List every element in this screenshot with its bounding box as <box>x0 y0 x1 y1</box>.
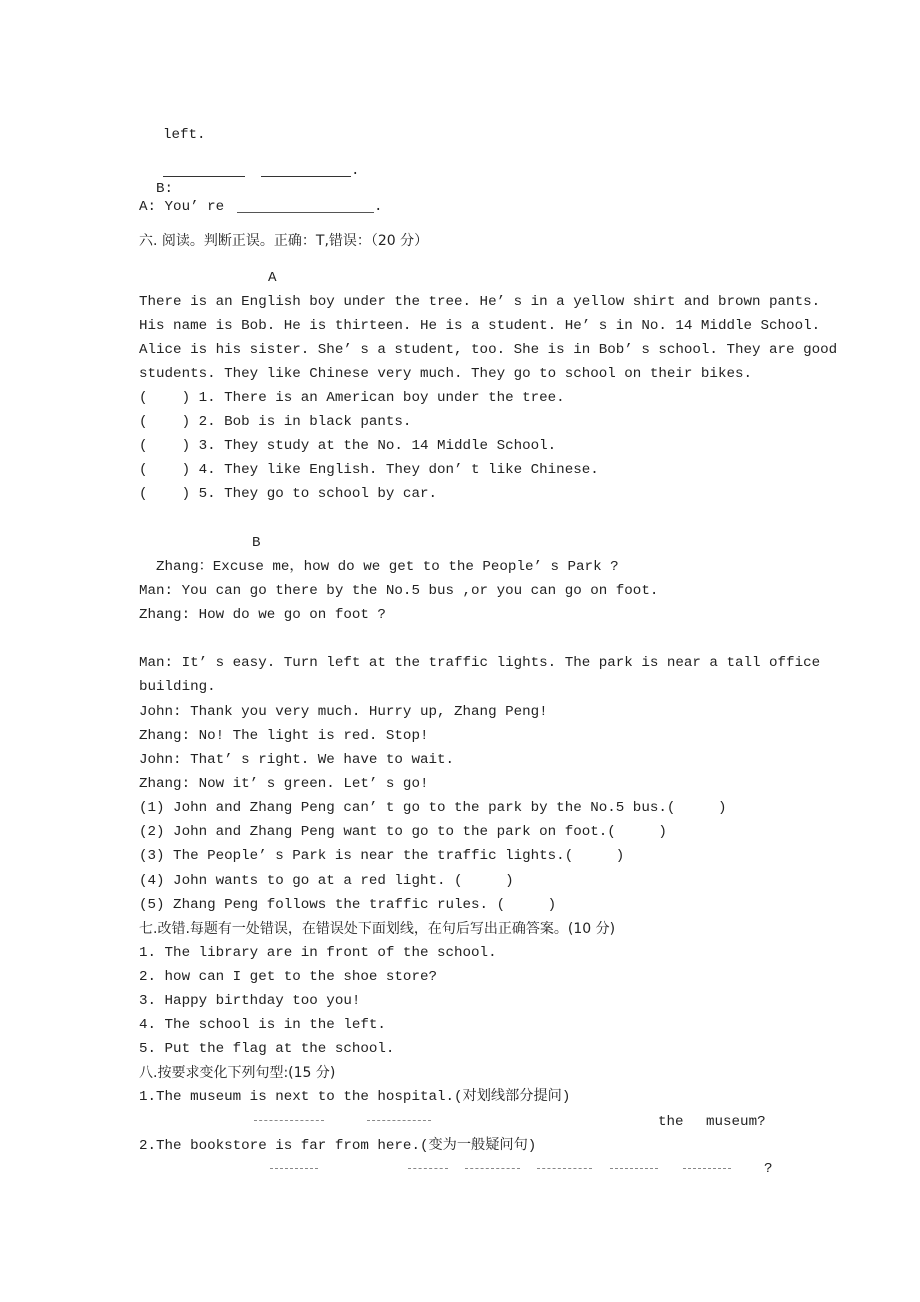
dialogue-line: Man: It’ s easy. Turn left at the traffic lights. The park is near a tall office <box>139 655 821 671</box>
dialogue-line: Zhang: Now it’ s green. Let’ s go! <box>139 776 429 792</box>
passage-line: His name is Bob. He is thirteen. He is a student. He’ s in No. 14 Middle School. <box>139 318 821 334</box>
answer-blank-dashed[interactable] <box>537 1168 592 1169</box>
error-correction-item[interactable]: 3. Happy birthday too you! <box>139 993 361 1009</box>
question-mark: ? <box>764 1161 773 1177</box>
answer-blank-dashed[interactable] <box>408 1168 448 1169</box>
answer-blank-dashed[interactable] <box>683 1168 731 1169</box>
dialogue-line: John: That’ s right. We have to wait. <box>139 752 455 768</box>
answer-tail-text: museum? <box>706 1114 766 1130</box>
dialogue-line: Zhang: No! The light is red. Stop! <box>139 728 429 744</box>
true-false-question[interactable]: ( ) 2. Bob is in black pants. <box>139 414 412 430</box>
dialogue-line: Zhang: How do we go on foot ? <box>139 607 386 623</box>
answer-blank-2[interactable] <box>261 162 351 177</box>
passage-line: students. They like Chinese very much. They go to school on their bikes. <box>139 366 752 382</box>
answer-blank-dashed[interactable] <box>465 1168 520 1169</box>
answer-blank-dashed[interactable] <box>367 1120 431 1121</box>
period: . <box>351 163 360 179</box>
error-correction-item[interactable]: 4. The school is in the left. <box>139 1017 386 1033</box>
true-false-question[interactable]: (2) John and Zhang Peng want to go to the park on foot.( ) <box>139 824 667 840</box>
answer-blank-dashed[interactable] <box>610 1168 658 1169</box>
passage-line: There is an English boy under the tree. He’ s in a yellow shirt and brown pants. <box>139 294 821 310</box>
answer-blank-dashed[interactable] <box>254 1120 324 1121</box>
transform-prompt: 2.The bookstore is far from here.(变为一般疑问句) <box>139 1138 537 1154</box>
passage-a-label: A <box>268 270 277 286</box>
period: . <box>374 199 383 215</box>
section-7-title: 七.改错.每题有一处错误，在错误处下面划线，在句后写出正确答案。(10 分) <box>139 921 616 937</box>
dialogue-line: Zhang：Excuse me，how do we get to the People’ s Park ? <box>139 559 619 575</box>
section-8-title: 八.按要求变化下列句型:(15 分) <box>139 1065 336 1081</box>
error-correction-item[interactable]: 1. The library are in front of the school. <box>139 945 497 961</box>
dialogue-line: Man: You can go there by the No.5 bus ,or you can go on foot. <box>139 583 659 599</box>
transform-prompt: 1.The museum is next to the hospital.(对划线部分提问) <box>139 1089 571 1105</box>
dialogue-line-a: A: You’ re <box>139 199 225 215</box>
speaker-b-label: B: <box>156 181 174 197</box>
true-false-question[interactable]: ( ) 3. They study at the No. 14 Middle School. <box>139 438 557 454</box>
true-false-question[interactable]: ( ) 1. There is an American boy under the tree. <box>139 390 565 406</box>
true-false-question[interactable]: ( ) 4. They like English. They don’ t like Chinese. <box>139 462 599 478</box>
answer-blank-1[interactable] <box>163 162 245 177</box>
answer-blank-3[interactable] <box>237 198 374 213</box>
true-false-question[interactable]: (3) The People’ s Park is near the traffic lights.( ) <box>139 848 625 864</box>
answer-blank-dashed[interactable] <box>270 1168 318 1169</box>
continuation-text: left. <box>163 127 206 143</box>
passage-line: Alice is his sister. She’ s a student, too. She is in Bob’ s school. They are good <box>139 342 838 358</box>
answer-tail-text: the <box>658 1114 684 1130</box>
section-6-title: 六. 阅读。判断正误。正确：T,错误：（20 分） <box>139 233 429 249</box>
true-false-question[interactable]: (1) John and Zhang Peng can’ t go to the park by the No.5 bus.( ) <box>139 800 727 816</box>
true-false-question[interactable]: (5) Zhang Peng follows the traffic rules. ( ) <box>139 897 557 913</box>
passage-b-label: B <box>252 535 261 551</box>
true-false-question[interactable]: ( ) 5. They go to school by car. <box>139 486 437 502</box>
dialogue-line: John: Thank you very much. Hurry up, Zhang Peng! <box>139 704 548 720</box>
error-correction-item[interactable]: 2. how can I get to the shoe store? <box>139 969 437 985</box>
error-correction-item[interactable]: 5. Put the flag at the school. <box>139 1041 395 1057</box>
dialogue-line: building. <box>139 679 216 695</box>
true-false-question[interactable]: (4) John wants to go at a red light. ( ) <box>139 873 514 889</box>
